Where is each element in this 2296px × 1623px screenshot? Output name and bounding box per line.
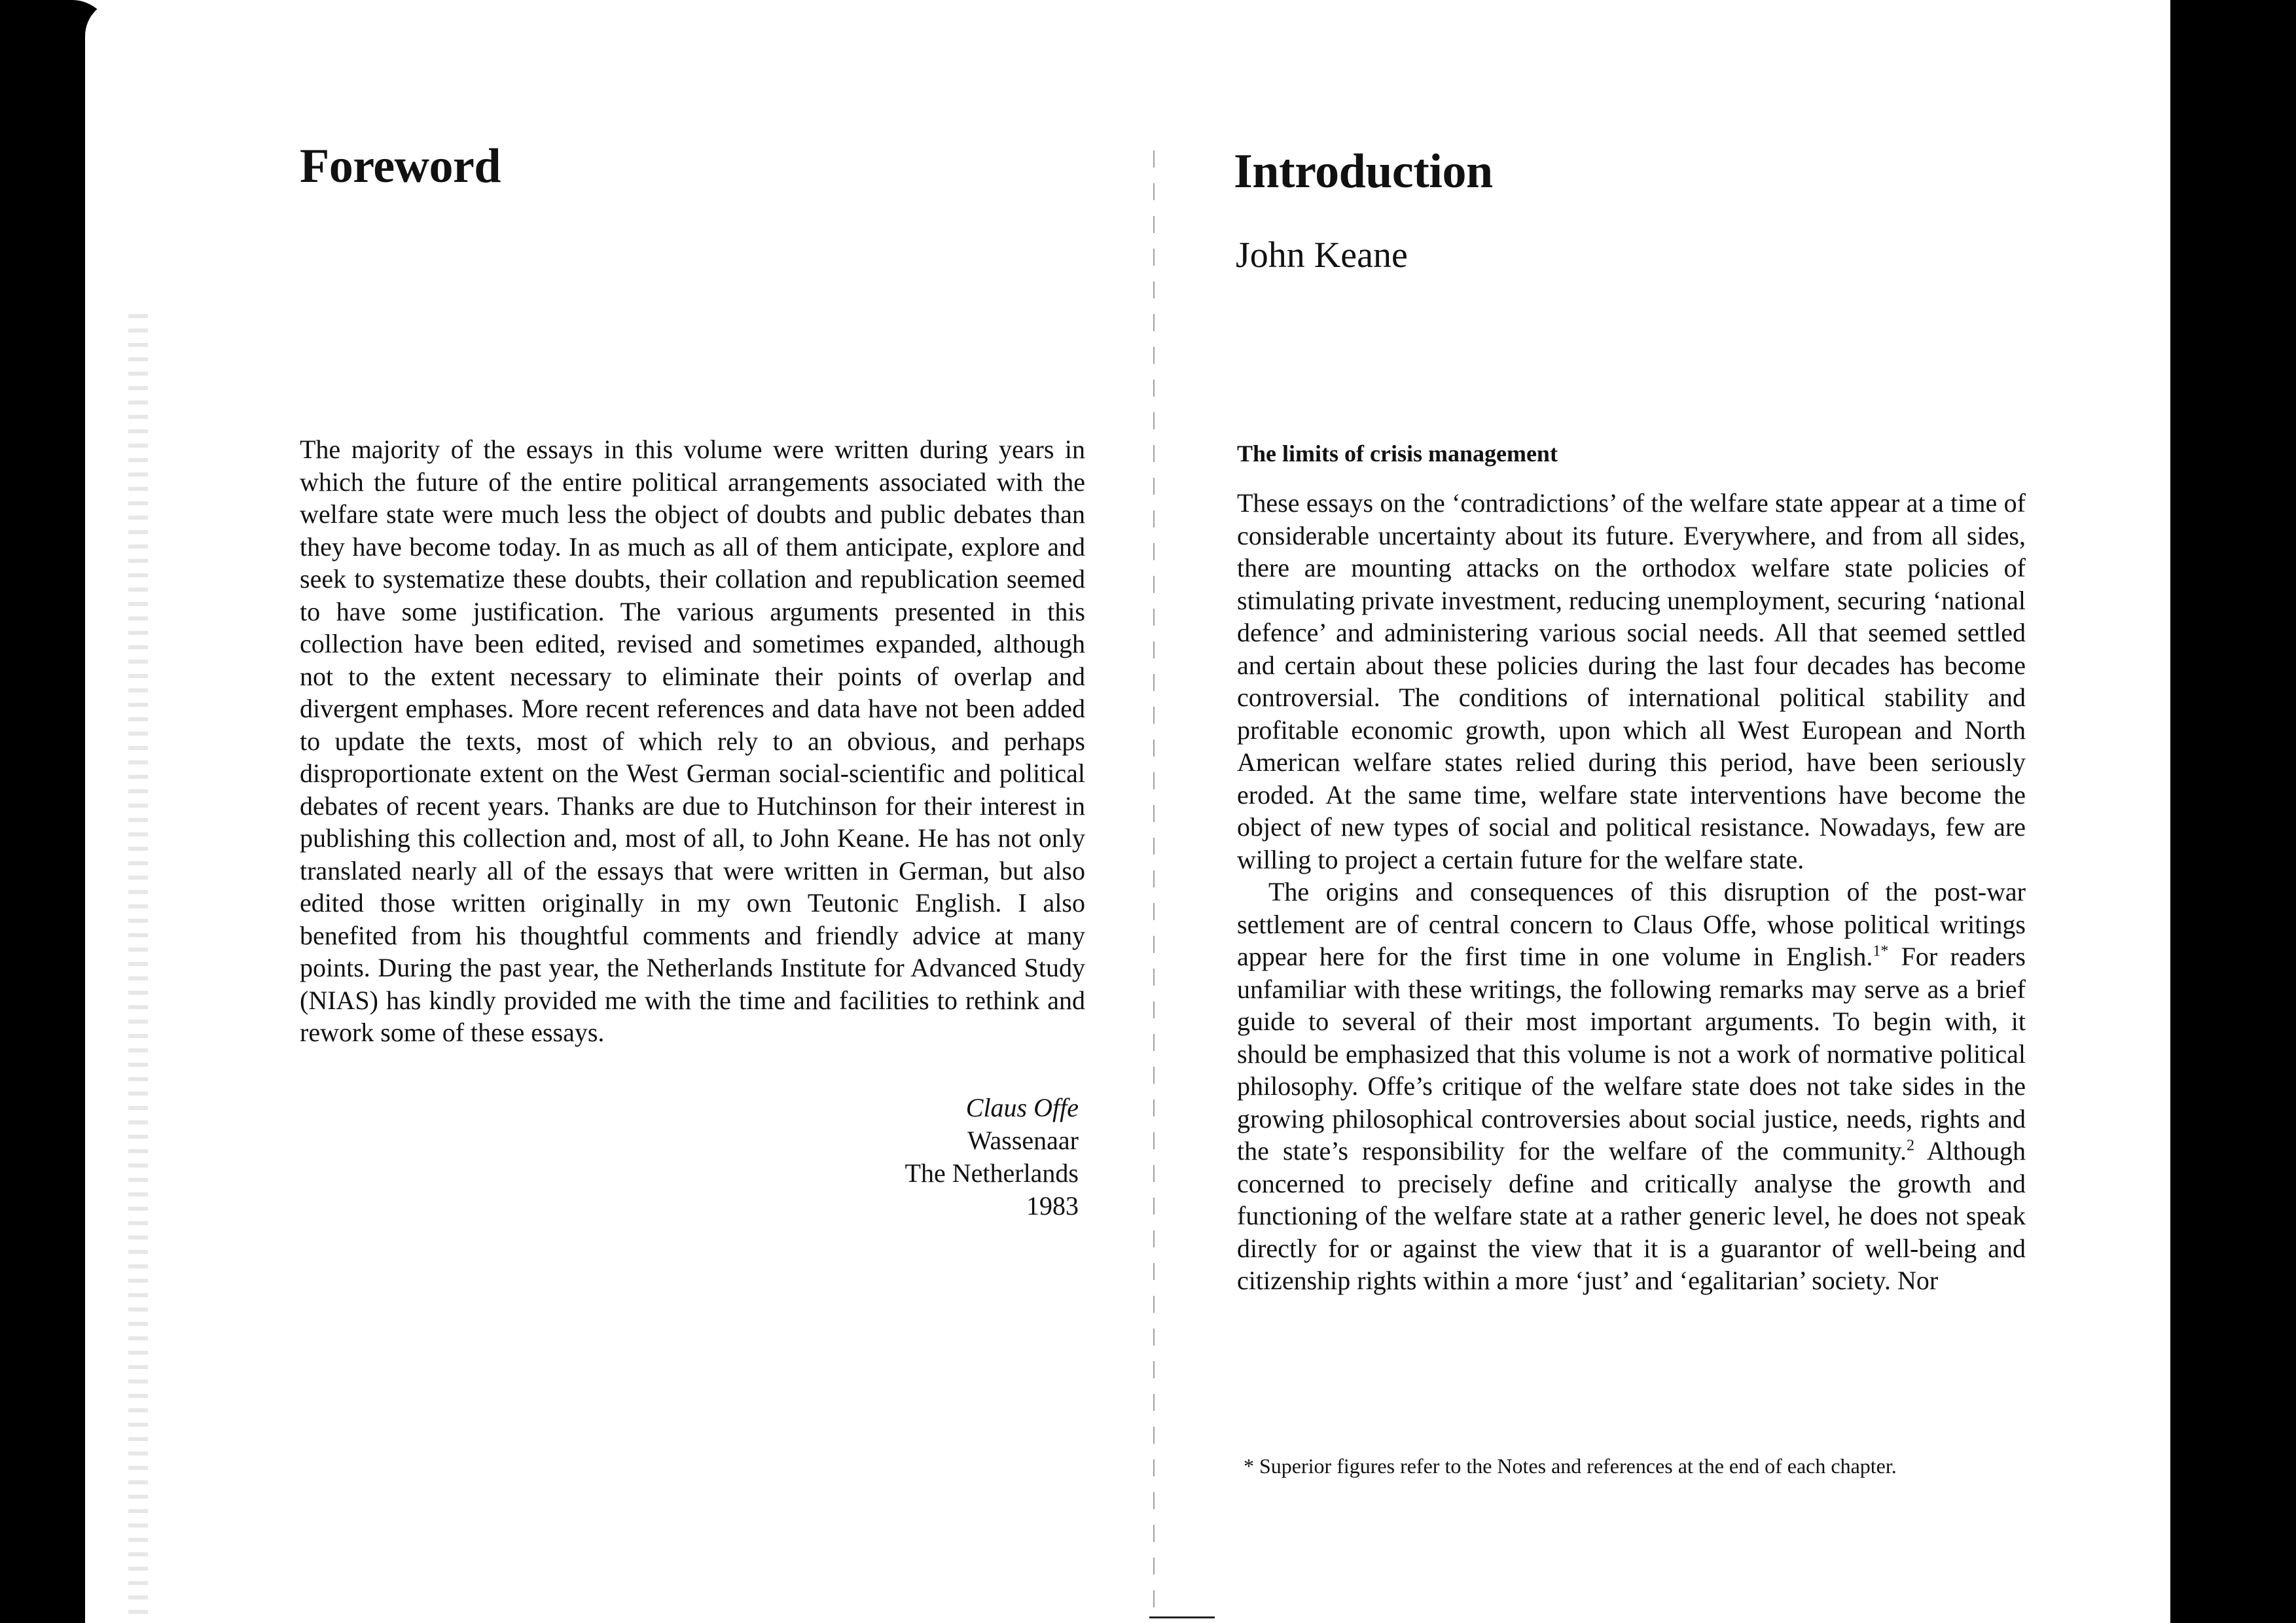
- introduction-paragraph-2: [1237, 876, 2026, 1297]
- book-gutter: [1153, 151, 1155, 1610]
- section-heading: The limits of crisis management: [1237, 440, 1558, 467]
- paragraph-2-text-3: Although concerned to precisely define and critically analyse the growth and functioning of the welfare state at a rather generic level, he does not speak directly for or against the view that it is a guarantor of well-being and citizenship rights within a more ‘just’ and ‘egalitarian’ society. Nor: [1237, 1136, 2026, 1295]
- introduction-body: [1237, 487, 2026, 1297]
- foreword-body: The majority of the essays in this volume were written during years in which the future of the entire political arrangements associated with the welfare state were much less the object of doubts and public debates than they have become today. In as much as all of them anticipate, explore and seek to systematize these doubts, their collation and republication seemed to have some justification. The various arguments presented in this collection have been edited, revised and sometimes expanded, although not to the extent necessary to eliminate their points of overlap and divergent emphases. More recent references and data have not been added to update the texts, most of which rely to an obvious, and perhaps disproportionate extent on the West German social-scientific and political debates of recent years. Thanks are due to Hutchinson for their interest in publishing this collection and, most of all, to John Keane. He has not only translated nearly all of the essays that were written in German, but also edited those written originally in my own Teutonic English. I also benefited from his thoughtful comments and friendly advice at many points. During the past year, the Netherlands Institute for Advanced Study (NIAS) has kindly provided me with the time and facilities to rethink and rework some of these essays.: [300, 435, 1085, 1047]
- signature-place: Wassenaar: [967, 1126, 1079, 1155]
- signature-country: The Netherlands: [905, 1158, 1079, 1188]
- introduction-paragraph-1: These essays on the ‘contradictions’ of the welfare state appear at a time of considerable uncertainty about its future. Everywhere, and from all sides, there are mounting attacks on the orthodox welfare state policies of stimulating private investment, reducing unemployment, securing ‘national defence’ and administering various social needs. All that seemed settled and certain about these policies during the last four decades has become controversial. The conditions of international political stability and profitable economic growth, upon which all West European and North American welfare states relied during this period, have been seriously eroded. At the same time, welfare state interventions have become the object of new types of social and political resistance. Nowadays, few are willing to project a certain future for the welfare state.: [1237, 488, 2026, 874]
- signature-name: Claus Offe: [965, 1093, 1079, 1122]
- paragraph-2-text-2: For readers unfamiliar with these writings, the following remarks may serve as a brief guide to several of their most important arguments. To begin with, it should be emphasized that this volume is not a work of normative political philosophy. Offe’s critique of the welfare state does not take sides in the growing philosophical controversies about social justice, needs, rights and the state’s responsibility for the welfare of the community.: [1237, 942, 2026, 1166]
- introduction-title: Introduction: [1234, 145, 1493, 198]
- foreword-signature: [720, 1092, 1079, 1222]
- foreword-title: Foreword: [300, 139, 501, 193]
- footnote-ref-2: 2: [1906, 1137, 1914, 1154]
- scan-right-edge: [2170, 0, 2296, 1623]
- introduction-author: John Keane: [1236, 235, 1408, 276]
- footnote-ref-1: 1*: [1873, 942, 1889, 960]
- paragraph-2-text-1: The origins and consequences of this disruption of the post-war settlement are of central concern to Claus Offe, whose political writings appear here for the first time in one volume in English.: [1237, 877, 2026, 971]
- signature-year: 1983: [1026, 1191, 1079, 1221]
- scan-page-curl: [85, 0, 124, 1623]
- gutter-foot-mark: [1149, 1616, 1215, 1618]
- scan-margin-marks: [128, 314, 148, 1623]
- footnote: * Superior figures refer to the Notes and references at the end of each chapter.: [1244, 1454, 1897, 1478]
